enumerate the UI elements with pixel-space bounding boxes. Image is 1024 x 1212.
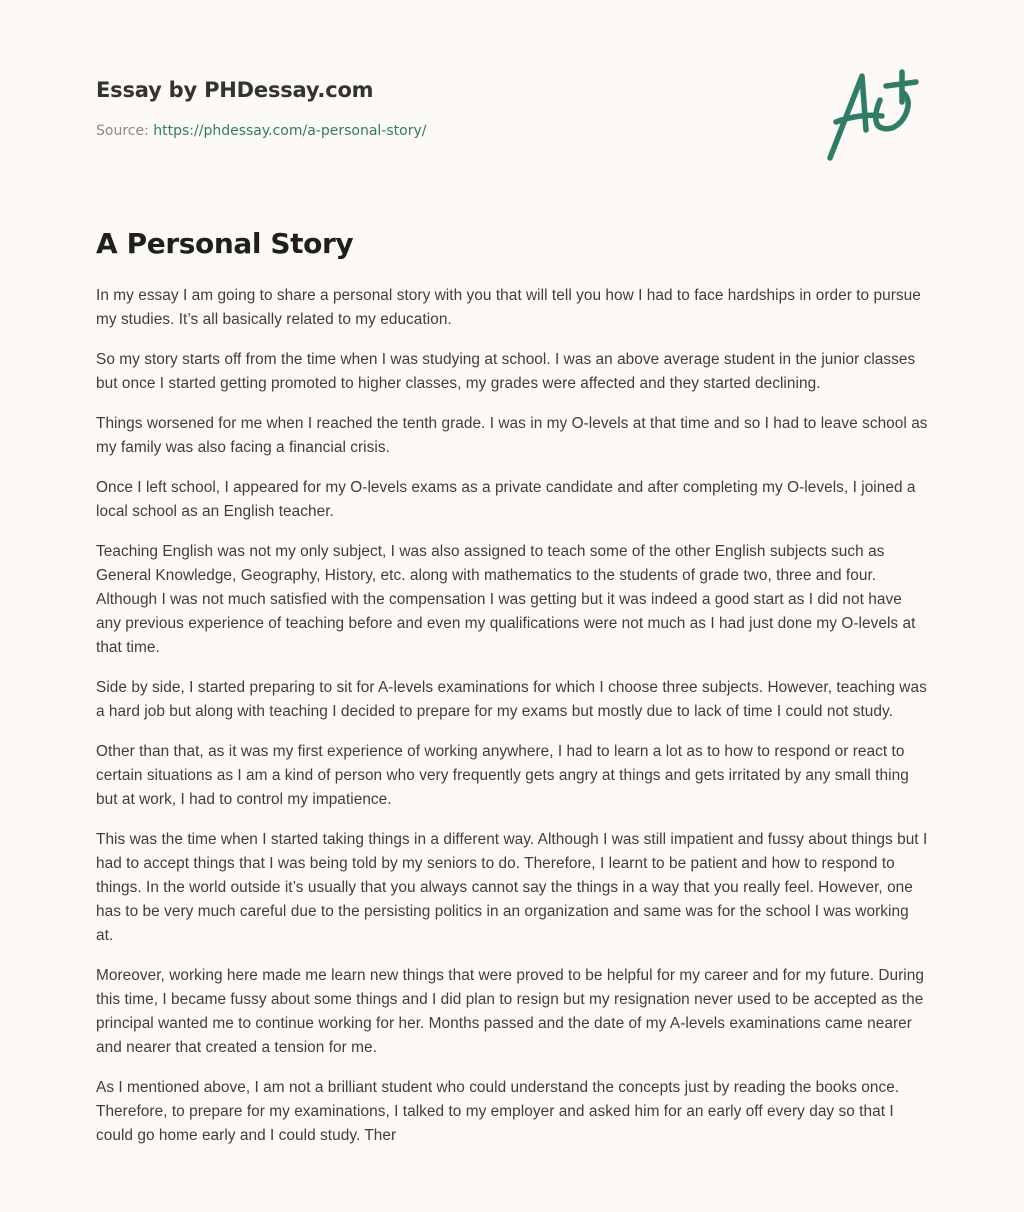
paragraph: Side by side, I started preparing to sit for A-levels examinations for which I choose three subjects. However, teaching was a hard job but along with teaching I decided to prepare for my exams but mostly due to lack of time I could not study. — [96, 679, 927, 720]
paragraph: Moreover, working here made me learn new things that were proved to be helpful for my career and for my future. During this time, I became fussy about some things and I did plan to resign but my resignation never used to be accepted as the principal wanted me to continue working for her. Months passed and the date of my A-levels examinations came nearer and nearer that created a tension for me. — [96, 967, 924, 1056]
source-label: Source: — [96, 123, 149, 139]
brand-title: Essay by PHDessay.com — [96, 78, 374, 102]
article-title: A Personal Story — [96, 227, 354, 260]
source-link[interactable]: https://phdessay.com/a-personal-story/ — [153, 123, 427, 139]
a-plus-grade-icon — [822, 66, 932, 166]
page-header — [96, 76, 928, 140]
paragraph: As I mentioned above, I am not a brilliant student who could understand the concepts just by reading the books once. Therefore, to prepare for my examinations, I talked to my employer and asked him for an early off every day so that I could go home early and I could study. Ther — [96, 1079, 900, 1144]
paragraph: Once I left school, I appeared for my O-levels exams as a private candidate and after completing my O-levels, I joined a local school as an English teacher. — [96, 479, 916, 520]
paragraph: This was the time when I started taking things in a different way. Although I was still impatient and fussy about things but I had to accept things that I was being told by my seniors to do. Therefore, I learnt to be patient and how to respond to things. In the world outside it’s usually that you always cannot say the things in a way that you really feel. However, one has to be very much careful due to the persisting politics in an organization and same was for the school I was working at. — [96, 831, 928, 944]
paragraph: So my story starts off from the time when I was studying at school. I was an above average student in the junior classes but once I started getting promoted to higher classes, my grades were affected and they started declining. — [96, 351, 916, 392]
paragraph: In my essay I am going to share a personal story with you that will tell you how I had to face hardships in order to pursue my studies. It’s all basically related to my education. — [96, 287, 921, 328]
paragraph: Things worsened for me when I reached the tenth grade. I was in my O-levels at that time and so I had to leave school as my family was also facing a financial crisis. — [96, 415, 928, 456]
article-body — [96, 284, 928, 1164]
paragraph: Teaching English was not my only subject, I was also assigned to teach some of the other English subjects such as General Knowledge, Geography, History, etc. along with mathematics to the students of grade two, three and four. Although I was not much satisfied with the compensation I was getting but it was indeed a good start as I did not have any previous experience of teaching before and even my qualifications were not much as I had just done my O-levels at that time. — [96, 543, 916, 656]
paragraph: Other than that, as it was my first experience of working anywhere, I had to learn a lot as to how to respond or react to certain situations as I am a kind of person who very frequently gets angry at things and gets irritated by any small thing but at work, I had to control my impatience. — [96, 743, 909, 808]
source-line — [96, 122, 928, 140]
